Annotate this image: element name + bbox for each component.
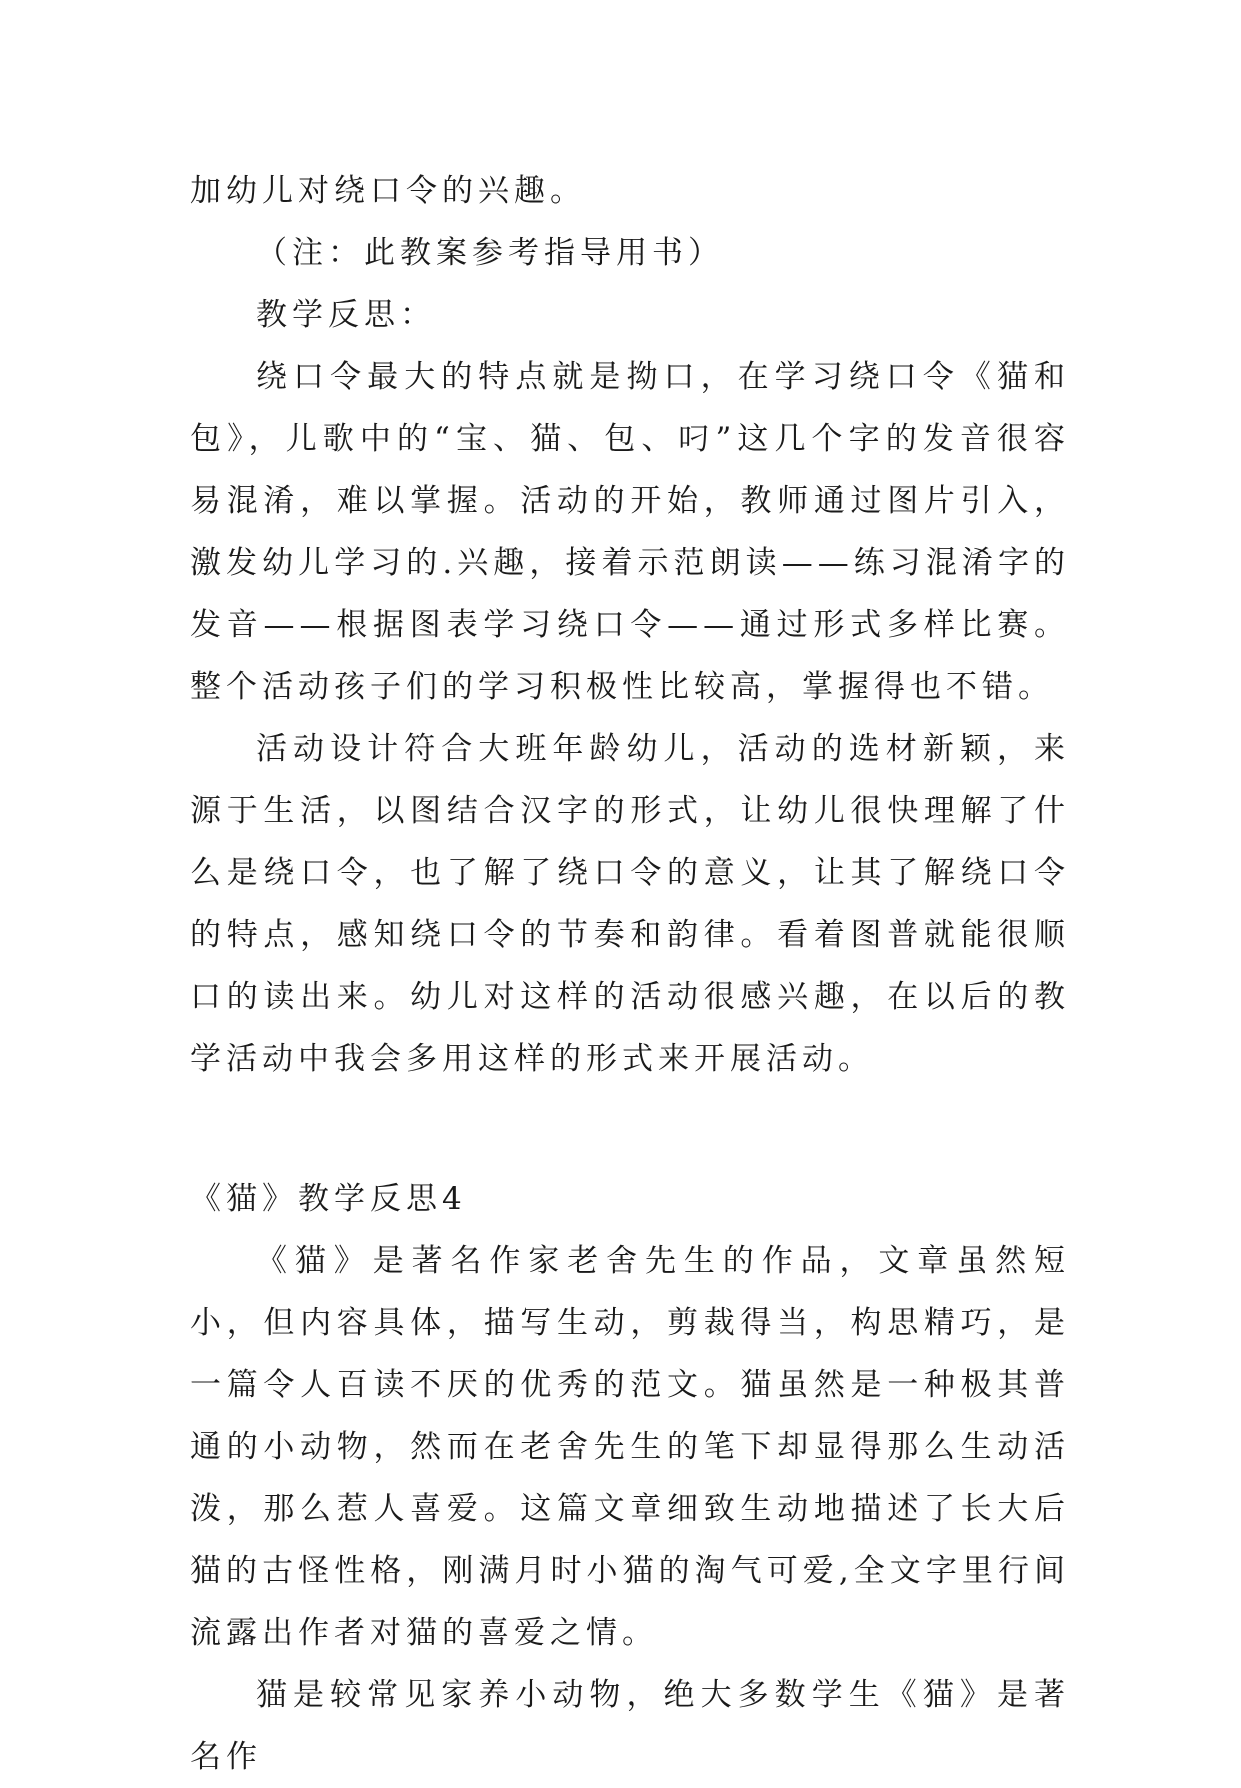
paragraph-note: （注：此教案参考指导用书） (256, 235, 724, 271)
document-body (190, 160, 1070, 1788)
paragraph-cat-1: 《猫》是著名作家老舍先生的作品，文章虽然短小，但内容具体，描写生动，剪裁得当，构思精巧，是一篇令人百读不厌的优秀的范文。猫虽然是一种极其普通的小动物，然而在老舍先生的笔下却显得那么生动活泼，那么惹人喜爱。这篇文章细致生动地描述了长大后猫的古怪性格，刚满月时小猫的淘气可爱,全文字里行间流露出作者对猫的喜爱之情。 (190, 1243, 1070, 1651)
paragraph-cat-2: 猫是较常见家养小动物，绝大多数学生《猫》是著名作 (190, 1677, 1070, 1775)
paragraph-subheading: 教学反思： (256, 297, 436, 333)
section-heading: 《猫》教学反思4 (190, 1181, 467, 1217)
section-gap (190, 1090, 1070, 1168)
paragraph-continuation: 加幼儿对绕口令的兴趣。 (190, 173, 586, 209)
paragraph-reflection-1: 绕口令最大的特点就是拗口，在学习绕口令《猫和包》，儿歌中的“宝、猫、包、叼”这几个字的发音很容易混淆，难以掌握。活动的开始，教师通过图片引入，激发幼儿学习的.兴趣，接着示范朗读——练习混淆字的发音——根据图表学习绕口令——通过形式多样比赛。整个活动孩子们的学习积极性比较高，掌握得也不错。 (190, 359, 1070, 705)
paragraph-reflection-2: 活动设计符合大班年龄幼儿，活动的选材新颖，来源于生活，以图结合汉字的形式，让幼儿很快理解了什么是绕口令，也了解了绕口令的意义，让其了解绕口令的特点，感知绕口令的节奏和韵律。看着图普就能很顺口的读出来。幼儿对这样的活动很感兴趣，在以后的教学活动中我会多用这样的形式来开展活动。 (190, 731, 1070, 1077)
